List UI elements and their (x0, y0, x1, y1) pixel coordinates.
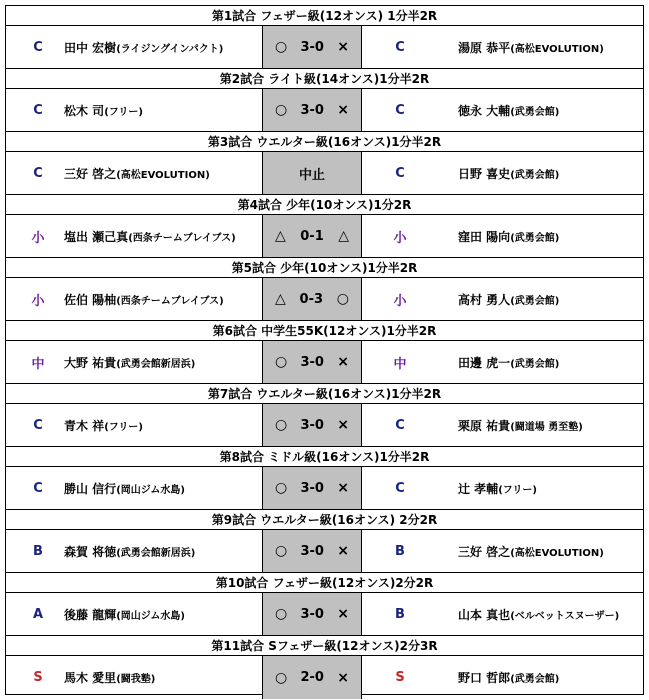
bout-title: 第4試合 少年(10オンス)1分2R (6, 195, 643, 215)
right-fighter-gym: (闘道場 勇至塾) (510, 421, 583, 433)
left-result-mark: ○ (275, 354, 288, 370)
right-fighter-name: 三好 啓之 (458, 544, 511, 559)
bout-9 (6, 510, 643, 573)
right-fighter-name: 日野 喜史 (458, 166, 511, 181)
right-fighter-name: 辻 孝輔 (458, 481, 499, 496)
left-result-mark: ○ (275, 669, 288, 686)
bout-row (6, 152, 643, 195)
left-fighter-name: 松木 司 (64, 103, 105, 118)
left-fighter-name: 田中 宏樹 (64, 40, 117, 55)
left-rank: 中 (31, 356, 45, 372)
right-rank: B (395, 606, 405, 622)
right-fighter-gym: (武勇会館) (510, 106, 560, 118)
right-result-mark: × (337, 102, 349, 118)
bout-2 (6, 69, 643, 132)
bout-row (6, 656, 643, 699)
left-fighter-name: 青木 祥 (64, 418, 105, 433)
bout-1 (6, 6, 643, 69)
left-fighter-gym: (高松EVOLUTION) (116, 169, 210, 181)
left-result-mark: ○ (275, 417, 288, 433)
right-fighter (362, 89, 643, 131)
cancelled-label: 中止 (298, 167, 325, 183)
score: 3-0 (300, 480, 324, 496)
score: 0-3 (299, 291, 324, 307)
right-fighter-name: 栗原 祐貴 (458, 418, 511, 433)
right-result-mark: × (337, 39, 349, 55)
result-cell (262, 89, 362, 131)
right-rank: C (395, 39, 405, 55)
left-rank: 小 (31, 230, 45, 246)
left-rank: C (33, 417, 43, 433)
left-fighter-gym: (闘我塾) (116, 674, 156, 685)
left-fighter-gym: (ライジングインパクト) (116, 43, 224, 55)
right-rank: C (395, 102, 405, 118)
bout-title: 第3試合 ウエルター級(16オンス)1分半2R (6, 132, 643, 152)
left-result-mark: ○ (275, 480, 288, 496)
bout-row (6, 404, 643, 447)
right-rank: C (395, 417, 405, 433)
left-fighter-name: 馬木 愛里 (64, 671, 117, 685)
bout-11 (6, 636, 643, 699)
bout-title: 第10試合 フェザー級(12オンス)2分2R (6, 573, 643, 593)
right-result-mark: × (337, 354, 349, 370)
left-fighter (6, 152, 262, 194)
score: 2-0 (300, 670, 324, 685)
bout-4 (6, 195, 643, 258)
right-fighter-name: 野口 哲郎 (458, 671, 511, 685)
left-fighter-gym: (武勇会館新居浜) (116, 547, 196, 559)
right-fighter (362, 656, 643, 699)
left-fighter (6, 26, 262, 68)
left-rank: A (32, 606, 44, 622)
left-fighter (6, 278, 262, 320)
left-fighter-name: 森賀 将徳 (64, 544, 117, 559)
score: 0-1 (300, 228, 324, 244)
result-cell (262, 278, 362, 320)
right-rank: C (395, 165, 405, 181)
result-cell (262, 404, 362, 446)
result-cell (262, 341, 362, 383)
left-fighter-name: 佐伯 陽柚 (64, 292, 117, 307)
left-fighter-name: 大野 祐貴 (64, 355, 117, 370)
right-fighter-name: 山本 真也 (458, 607, 511, 622)
bout-10 (6, 573, 643, 636)
left-fighter (6, 215, 262, 257)
bout-row (6, 278, 643, 321)
result-cell (262, 215, 362, 257)
left-fighter-name: 塩出 瀬己真 (64, 229, 129, 244)
left-rank: B (33, 543, 43, 559)
right-rank: B (395, 543, 405, 559)
right-fighter-name: 湯原 恭平 (458, 40, 511, 55)
right-rank: C (395, 480, 405, 496)
left-result-mark: ○ (275, 102, 288, 118)
right-result-mark: ○ (336, 291, 349, 307)
right-fighter (362, 215, 643, 257)
right-fighter-gym: (ベルベットスヌーザー) (510, 610, 620, 622)
right-fighter-gym: (武勇会館) (510, 169, 560, 181)
bout-title: 第6試合 中学生55K(12オンス)1分半2R (6, 321, 643, 341)
right-fighter-name: 田邊 虎一 (458, 355, 511, 370)
right-fighter (362, 341, 643, 383)
result-cell (262, 530, 362, 572)
bout-title: 第1試合 フェザー級(12オンス) 1分半2R (6, 6, 643, 26)
bout-row (6, 593, 643, 636)
score: 3-0 (300, 39, 324, 55)
score: 3-0 (300, 606, 324, 622)
right-result-mark: × (337, 606, 349, 622)
right-rank: 小 (393, 230, 407, 246)
right-fighter-gym: (フリー) (498, 484, 537, 496)
right-result-mark: × (337, 669, 349, 686)
bout-8 (6, 447, 643, 510)
left-fighter-name: 勝山 信行 (64, 481, 117, 496)
right-rank: S (395, 670, 405, 685)
bout-row (6, 26, 643, 69)
left-result-mark: △ (275, 291, 286, 307)
bout-title: 第9試合 ウエルター級(16オンス) 2分2R (6, 510, 643, 530)
left-fighter (6, 341, 262, 383)
right-fighter (362, 152, 643, 194)
result-cell (262, 152, 362, 194)
score: 3-0 (300, 102, 324, 118)
bout-results-table (5, 5, 644, 695)
right-fighter-name: 窪田 陽向 (458, 229, 511, 244)
right-fighter-gym: (武勇会館) (510, 358, 560, 370)
bout-title: 第8試合 ミドル級(16オンス)1分半2R (6, 447, 643, 467)
right-fighter (362, 467, 643, 509)
right-result-mark: × (337, 417, 349, 433)
right-fighter (362, 530, 643, 572)
bout-title: 第2試合 ライト級(14オンス)1分半2R (6, 69, 643, 89)
left-fighter (6, 404, 262, 446)
left-fighter-gym: (フリー) (104, 421, 143, 433)
left-rank: C (33, 480, 43, 496)
right-fighter (362, 278, 643, 320)
right-rank: 中 (393, 356, 407, 372)
right-result-mark: × (337, 543, 349, 559)
left-fighter (6, 467, 262, 509)
left-result-mark: ○ (275, 39, 288, 55)
left-rank: 小 (31, 293, 45, 309)
left-fighter (6, 530, 262, 572)
right-rank: 小 (393, 293, 407, 309)
right-fighter (362, 404, 643, 446)
bout-row (6, 530, 643, 573)
bout-3 (6, 132, 643, 195)
score: 3-0 (300, 354, 324, 370)
left-fighter-name: 三好 啓之 (64, 166, 117, 181)
left-result-mark: ○ (275, 543, 288, 559)
right-fighter-name: 徳永 大輔 (458, 103, 511, 118)
bout-row (6, 215, 643, 258)
result-cell (262, 26, 362, 68)
bout-6 (6, 321, 643, 384)
result-cell (262, 593, 362, 635)
left-fighter-gym: (フリー) (104, 106, 143, 118)
right-result-mark: △ (338, 228, 349, 244)
right-fighter-gym: (高松EVOLUTION) (510, 547, 604, 559)
left-rank: S (33, 670, 43, 685)
result-cell (262, 656, 362, 699)
bout-row (6, 89, 643, 132)
left-fighter-gym: (西条チームブレイブス) (116, 295, 224, 307)
right-fighter-name: 高村 勇人 (458, 292, 511, 307)
right-result-mark: × (337, 480, 349, 496)
left-result-mark: ○ (275, 606, 288, 622)
bout-title: 第7試合 ウエルター級(16オンス)1分半2R (6, 384, 643, 404)
left-rank: C (33, 39, 43, 55)
result-cell (262, 467, 362, 509)
left-rank: C (33, 165, 43, 181)
left-fighter-gym: (岡山ジム水島) (116, 610, 185, 622)
score: 3-0 (300, 543, 324, 559)
left-fighter-name: 後藤 龍輝 (64, 607, 117, 622)
right-fighter (362, 26, 643, 68)
bout-7 (6, 384, 643, 447)
left-fighter (6, 656, 262, 699)
bout-row (6, 467, 643, 510)
right-fighter (362, 593, 643, 635)
bout-title: 第11試合 Sフェザー級(12オンス)2分3R (6, 636, 643, 656)
bout-5 (6, 258, 643, 321)
right-fighter-gym: (高松EVOLUTION) (510, 43, 604, 55)
bout-title: 第5試合 少年(10オンス)1分半2R (6, 258, 643, 278)
left-fighter (6, 89, 262, 131)
bout-row (6, 341, 643, 384)
left-rank: C (33, 102, 43, 118)
right-fighter-gym: (武勇会館) (510, 295, 560, 307)
left-result-mark: △ (275, 228, 286, 244)
right-fighter-gym: (武勇会館) (510, 232, 560, 244)
left-fighter (6, 593, 262, 635)
right-fighter-gym: (武勇会館) (510, 674, 560, 685)
left-fighter-gym: (武勇会館新居浜) (116, 358, 196, 370)
score: 3-0 (300, 417, 324, 433)
left-fighter-gym: (岡山ジム水島) (116, 484, 185, 496)
left-fighter-gym: (西条チームブレイブス) (128, 232, 236, 244)
